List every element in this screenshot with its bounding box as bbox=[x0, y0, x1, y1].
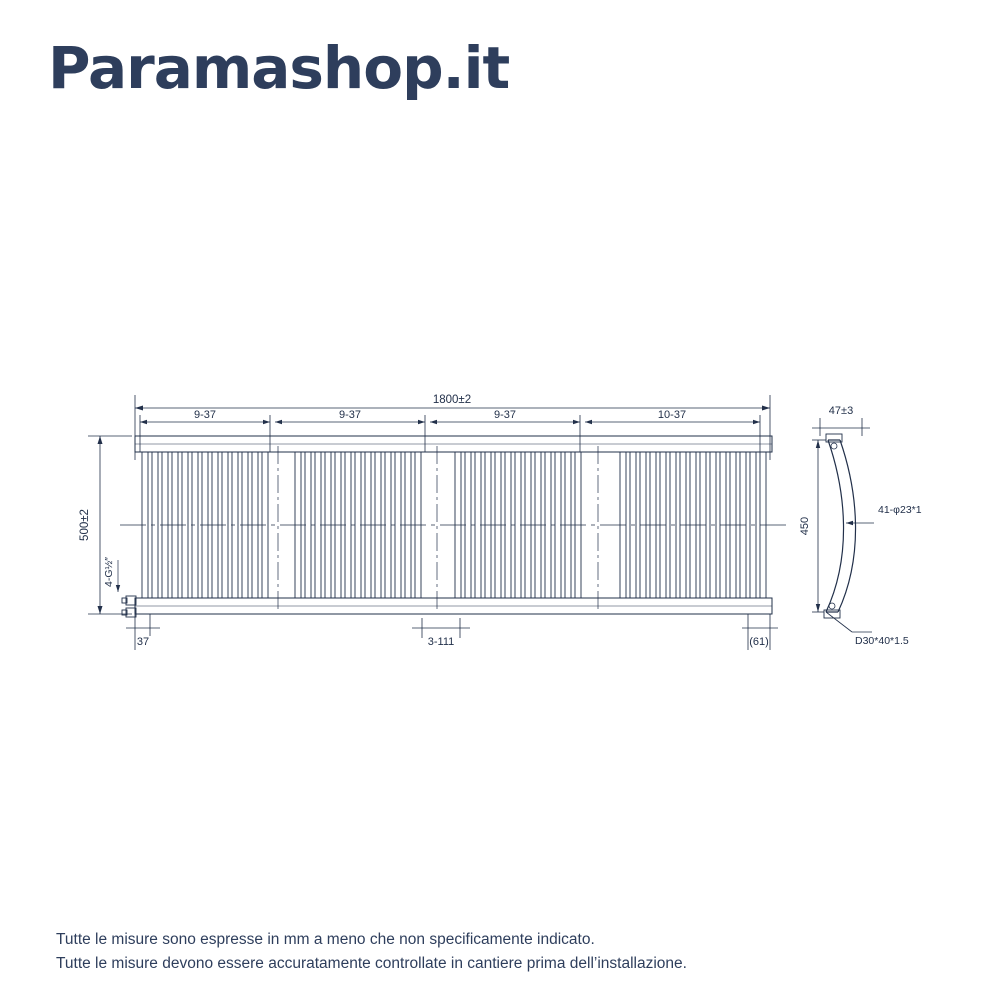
overall-height-label: 500±2 bbox=[79, 509, 91, 541]
front-view bbox=[88, 395, 790, 650]
connection-label: 4-G½″ bbox=[103, 557, 115, 587]
segment-label-4: 10-37 bbox=[657, 409, 687, 421]
brand-logo: Paramashop.it bbox=[48, 34, 510, 102]
bottom-center-label: 3-111 bbox=[427, 636, 455, 648]
segment-label-1: 9-37 bbox=[193, 409, 217, 421]
bottom-right-label: (61) bbox=[749, 636, 769, 648]
overall-width-label: 1800±2 bbox=[432, 394, 472, 406]
hole-leader bbox=[846, 521, 874, 525]
side-depth-label: 47±3 bbox=[828, 405, 854, 417]
tube-label: D30*40*1.5 bbox=[855, 635, 909, 647]
side-depth-dimension bbox=[812, 418, 870, 436]
bottom-left-label: 37 bbox=[136, 636, 150, 648]
side-height-dimension bbox=[812, 440, 826, 612]
drawing-canvas bbox=[0, 360, 1000, 680]
note-line-1: Tutte le misure sono espresse in mm a meno che non specificamente indicato. bbox=[56, 931, 595, 948]
technical-drawing bbox=[0, 360, 1000, 680]
side-view bbox=[812, 418, 874, 632]
segment-label-2: 9-37 bbox=[338, 409, 362, 421]
side-height-label: 450 bbox=[799, 516, 811, 536]
hole-label: 41-φ23*1 bbox=[878, 504, 922, 516]
notes-block bbox=[56, 928, 687, 976]
segment-label-3: 9-37 bbox=[493, 409, 517, 421]
note-line-2: Tutte le misure devono essere accuratamente controllate in cantiere prima dell’installazione. bbox=[56, 955, 687, 972]
connection-leader bbox=[116, 560, 120, 592]
tube-leader bbox=[826, 612, 872, 632]
